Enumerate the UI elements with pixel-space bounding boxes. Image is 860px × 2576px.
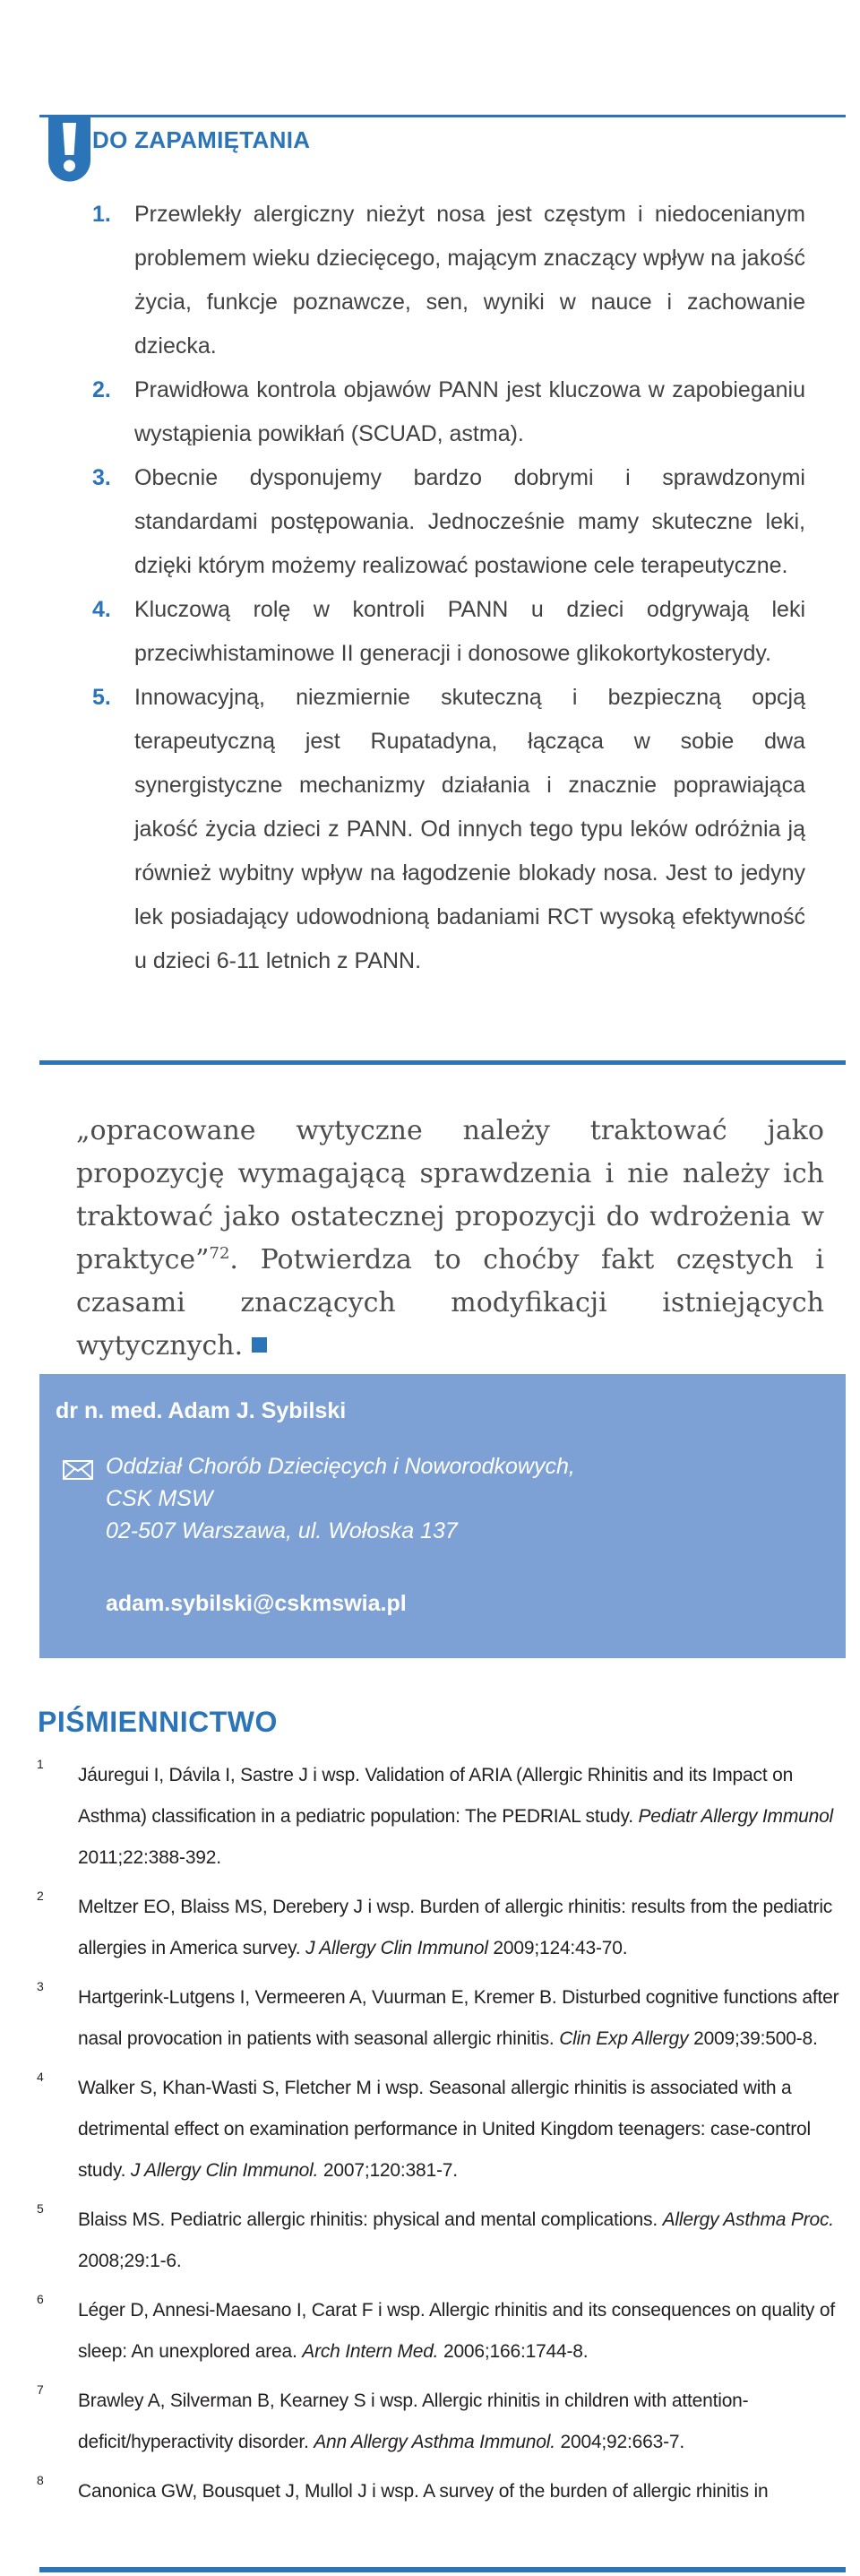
remember-item: [92, 456, 805, 588]
quote-citation: 72: [209, 1244, 230, 1263]
remember-item: [92, 193, 805, 368]
reference-journal: Pediatr Allergy Immunol: [638, 1806, 834, 1827]
reference-journal: Arch Intern Med.: [302, 2341, 439, 2362]
remember-list: [92, 193, 805, 983]
reference-number: 8: [37, 2473, 44, 2487]
remember-item-text: Obecnie dysponujemy bardzo dobrymi i sprawdzonymi standardami postępowania. Jednocześnie mamy skuteczne leki, dzięki którym możemy realizować postawione cele terapeutyczne.: [134, 465, 805, 578]
reference-journal: Allergy Asthma Proc.: [662, 2209, 834, 2230]
reference-journal: Ann Allergy Asthma Immunol.: [314, 2432, 555, 2452]
reference-journal: J Allergy Clin Immunol.: [130, 2160, 319, 2181]
quote-text-continued: . Potwierdza to choćby fakt częstych i czasami znaczących modyfikacji istniejących wytycznych.: [76, 1244, 824, 1361]
footer-rule: [39, 2567, 846, 2572]
remember-item-number: 4.: [92, 597, 111, 622]
reference-number: 7: [37, 2382, 44, 2397]
affiliation-line: 02-507 Warszawa, ul. Wołoska 137: [106, 1518, 458, 1543]
remember-item-number: 3.: [92, 465, 111, 490]
reference-tail: 2011;22:388-392.: [78, 1847, 221, 1868]
reference-number: 6: [37, 2292, 44, 2306]
reference-item: [36, 2471, 847, 2512]
reference-journal: Clin Exp Allergy: [559, 2028, 689, 2049]
reference-item: [36, 1887, 847, 1969]
reference-text: Walker S, Khan-Wasti S, Fletcher M i wsp. Seasonal allergic rhinitis is associated with a detrimental effect on examination performance in United Kingdom teenagers: case-control study.: [78, 2078, 812, 2181]
reference-item: [36, 1755, 847, 1879]
reference-item: [36, 2068, 847, 2191]
reference-text: Jáuregui I, Dávila I, Sastre J i wsp. Validation of ARIA (Allergic Rhinitis and its Impact on Asthma) classification in a pediatric population: The PEDRIAL study.: [78, 1765, 794, 1827]
quote-text: „opracowane wytyczne należy traktować jako propozycję wymagającą sprawdzenia i nie należy ich traktować jako ostatecznej propozycji do wdrożenia w praktyce”: [76, 1115, 824, 1275]
envelope-icon: [63, 1460, 93, 1480]
remember-item-number: 5.: [92, 685, 111, 710]
reference-tail: 2004;92:663-7.: [555, 2432, 684, 2452]
remember-box: [39, 115, 846, 1065]
reference-text: Blaiss MS. Pediatric allergic rhinitis: physical and mental complications.: [78, 2209, 663, 2230]
remember-item-text: Kluczową rolę w kontroli PANN u dzieci odgrywają leki przeciwhistaminowe II generacji i donosowe glikokortykosterydy.: [134, 597, 805, 666]
pull-quote: [76, 1110, 824, 1368]
author-email-link[interactable]: adam.sybilski@cskmswia.pl: [106, 1591, 407, 1616]
reference-tail: 2008;29:1-6.: [78, 2251, 182, 2271]
affiliation-line: CSK MSW: [106, 1486, 213, 1511]
remember-item: [92, 588, 805, 676]
references-list: [36, 1755, 847, 2520]
reference-item: [36, 2381, 847, 2463]
end-mark-icon: [252, 1337, 267, 1353]
remember-item-text: Innowacyjną, niezmiernie skuteczną i bezpieczną opcją terapeutyczną jest Rupatadyna, łącząca w sobie dwa synergistyczne mechanizmy działania i znacznie poprawiająca jakość życia dzieci z PANN. Od innych tego typu leków odróżnia ją również wybitny wpływ na łagodzenie blokady nosa. Jest to jedyny lek posiadający udowodnioną badaniami RCT wysoką efektywność u dzieci 6-11 letnich z PANN.: [134, 685, 805, 973]
reference-number: 3: [37, 1979, 44, 1993]
reference-text: Hartgerink-Lutgens I, Vermeeren A, Vuurman E, Kremer B. Disturbed cognitive functions after nasal provocation in patients with seasonal allergic rhinitis.: [78, 1987, 839, 2049]
reference-number: 1: [37, 1757, 44, 1771]
remember-title: DO ZAPAMIĘTANIA: [92, 126, 311, 153]
reference-journal: J Allergy Clin Immunol: [305, 1938, 488, 1958]
reference-number: 5: [37, 2201, 44, 2216]
remember-item: [92, 676, 805, 983]
exclamation-icon: [48, 117, 90, 182]
affiliation-line: Oddział Chorób Dziecięcych i Noworodkowych,: [106, 1454, 575, 1479]
remember-item: [92, 368, 805, 456]
remember-item-text: Prawidłowa kontrola objawów PANN jest kluczowa w zapobieganiu wystąpienia powikłań (SCUAD, astma).: [134, 377, 805, 446]
remember-item-number: 2.: [92, 377, 111, 402]
reference-number: 4: [37, 2070, 44, 2084]
reference-number: 2: [37, 1889, 44, 1903]
reference-tail: 2009;39:500-8.: [688, 2028, 818, 2049]
author-box: [39, 1374, 846, 1658]
reference-tail: 2009;124:43-70.: [487, 1938, 628, 1958]
reference-text: Brawley A, Silverman B, Kearney S i wsp. Allergic rhinitis in children with attention-deficit/hyperactivity disorder.: [78, 2390, 749, 2452]
reference-text: Léger D, Annesi-Maesano I, Carat F i wsp. Allergic rhinitis and its consequences on quality of sleep: An unexplored area.: [78, 2300, 835, 2362]
remember-item-number: 1.: [92, 202, 111, 227]
references-title: PIŚMIENNICTWO: [38, 1706, 278, 1738]
reference-tail: 2007;120:381-7.: [318, 2160, 458, 2181]
reference-item: [36, 2200, 847, 2282]
author-name: dr n. med. Adam J. Sybilski: [56, 1398, 347, 1423]
author-affiliation: [106, 1450, 575, 1547]
reference-text: Meltzer EO, Blaiss MS, Derebery J i wsp. Burden of allergic rhinitis: results from the pediatric allergies in America survey.: [78, 1897, 833, 1958]
reference-tail: 2006;166:1744-8.: [438, 2341, 589, 2362]
remember-item-text: Przewlekły alergiczny nieżyt nosa jest częstym i niedocenianym problemem wieku dziecięcego, mającym znaczący wpływ na jakość życia, funkcje poznawcze, sen, wyniki w nauce i zachowanie dziecka.: [134, 202, 805, 359]
reference-text: Canonica GW, Bousquet J, Mullol J i wsp. A survey of the burden of allergic rhinitis in: [78, 2481, 769, 2502]
reference-item: [36, 2290, 847, 2373]
reference-item: [36, 1977, 847, 2060]
